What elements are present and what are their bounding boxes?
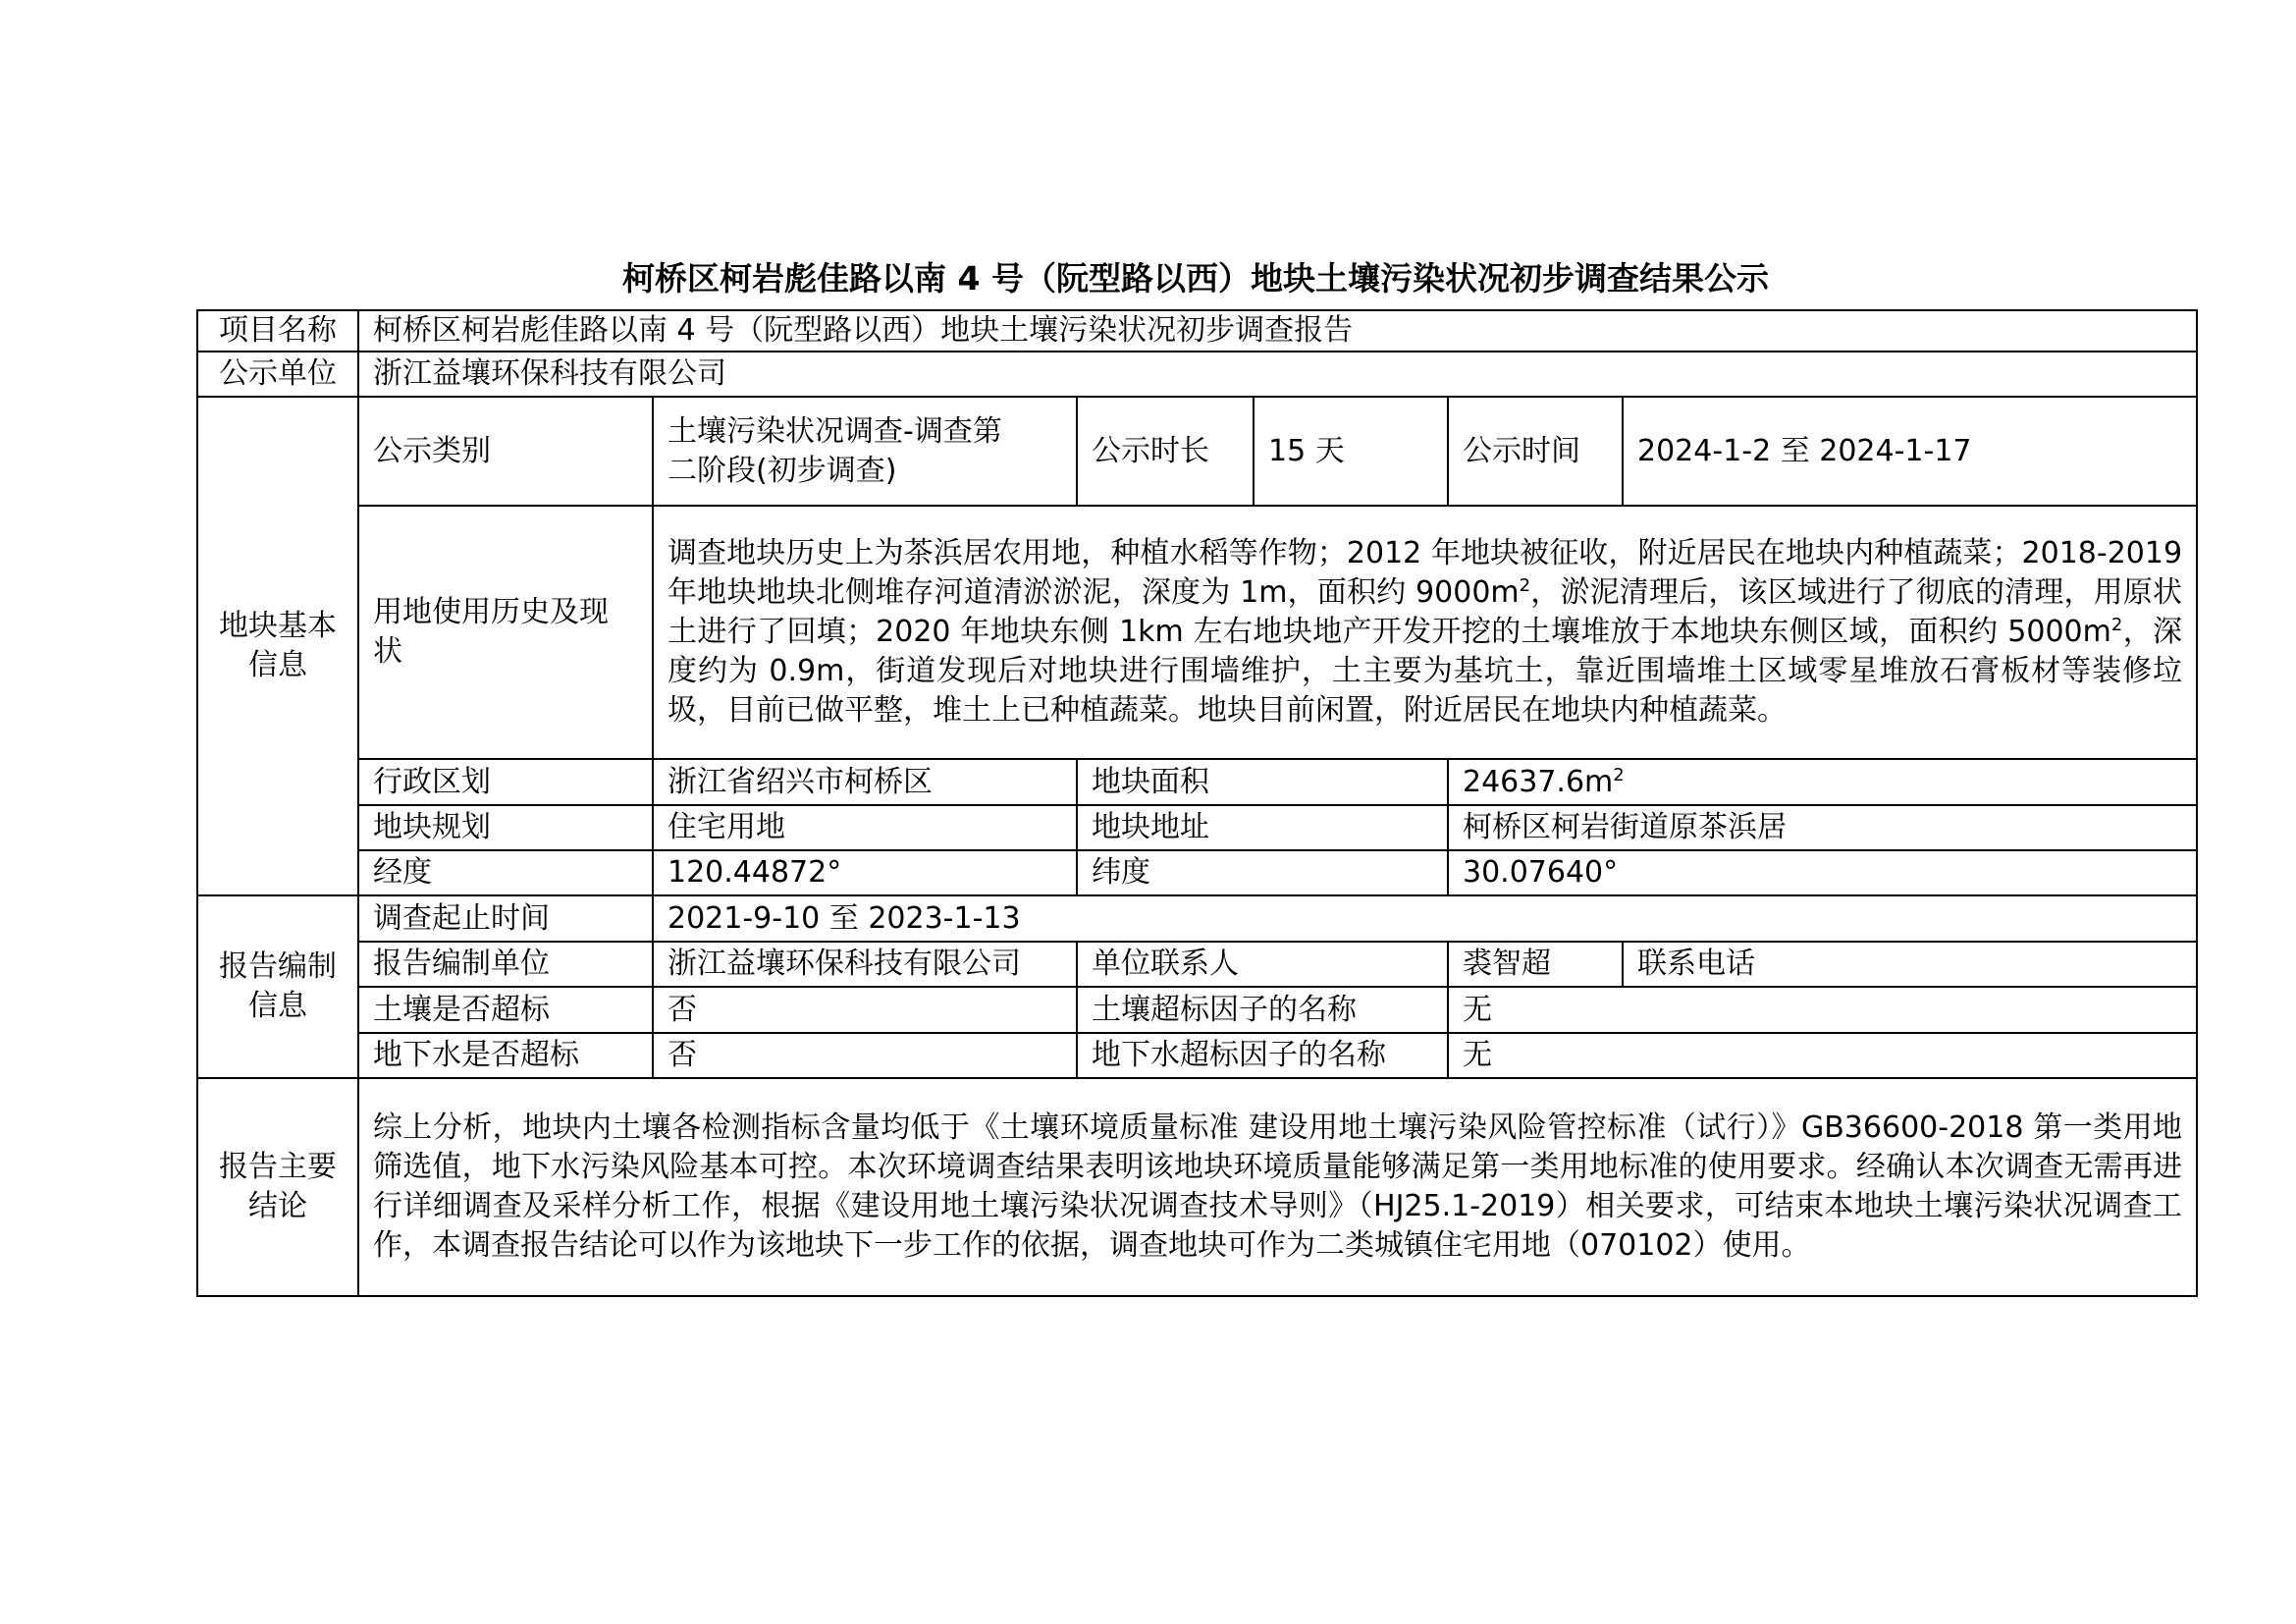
water-factor-label: 地下水超标因子的名称 bbox=[1077, 1033, 1448, 1078]
history-text-2: ，淤泥清理后，该区域进行了彻底的清理，用原状土进行了回填；2020 年地块东侧 1km 左右地块地产开发开挖的土壤堆放于本地块东侧区域，面积约 5000m bbox=[667, 575, 2183, 649]
duration-value: 15 天 bbox=[1254, 397, 1448, 506]
publisher-label: 公示单位 bbox=[197, 352, 358, 397]
longitude-value: 120.44872° bbox=[653, 850, 1077, 895]
soil-exceed-label: 土壤是否超标 bbox=[358, 987, 653, 1033]
report-info-label-line1: 报告编制 bbox=[219, 949, 337, 984]
address-value: 柯桥区柯岩街道原茶浜居 bbox=[1448, 805, 2197, 850]
survey-period-value: 2021-9-10 至 2023-1-13 bbox=[653, 895, 2197, 942]
phone-label: 联系电话 bbox=[1623, 942, 2197, 987]
conclusion-text: 综上分析，地块内土壤各检测指标含量均低于《土壤环境质量标准 建设用地土壤污染风险管控标准（试行）》GB36600-2018 第一类用地筛选值，地下水污染风险基本可控。本次环境调查结果表明该地块环境质量能够满足第一类用地标准的使用要求。经确认本次调查无需再进行详细调查及采样分析工作，根据《建设用地土壤污染状况调查技术导则》（HJ25.1-2019）相关要求，可结束本地块土壤污染状况调查工作，本调查报告结论可以作为该地块下一步工作的依据，调查地块可作为二类城镇住宅用地（070102）使用。 bbox=[358, 1078, 2197, 1296]
publicity-table bbox=[196, 309, 2198, 1297]
conclusion-label-line1: 报告主要 bbox=[219, 1150, 337, 1184]
conclusion-section-label bbox=[197, 1078, 358, 1296]
history-label-line2: 状 bbox=[373, 634, 402, 669]
contact-label: 单位联系人 bbox=[1077, 942, 1448, 987]
latitude-value: 30.07640° bbox=[1448, 850, 2197, 895]
period-label: 公示时间 bbox=[1448, 397, 1623, 506]
row-planning bbox=[197, 805, 2197, 850]
planning-value: 住宅用地 bbox=[653, 805, 1077, 850]
basic-info-label-line1: 地块基本 bbox=[219, 609, 337, 643]
row-publisher bbox=[197, 352, 2197, 397]
address-label: 地块地址 bbox=[1077, 805, 1448, 850]
water-exceed-value: 否 bbox=[653, 1033, 1077, 1078]
soil-factor-value: 无 bbox=[1448, 987, 2197, 1033]
history-label bbox=[358, 506, 653, 759]
row-water-exceed bbox=[197, 1033, 2197, 1078]
row-coordinates bbox=[197, 850, 2197, 895]
basic-info-label-line2: 信息 bbox=[248, 648, 307, 682]
soil-factor-label: 土壤超标因子的名称 bbox=[1077, 987, 1448, 1033]
water-factor-value: 无 bbox=[1448, 1033, 2197, 1078]
district-value: 浙江省绍兴市柯桥区 bbox=[653, 759, 1077, 805]
row-report-unit bbox=[197, 942, 2197, 987]
area-sup: 2 bbox=[1613, 764, 1625, 785]
report-unit-label: 报告编制单位 bbox=[358, 942, 653, 987]
soil-exceed-value: 否 bbox=[653, 987, 1077, 1033]
area-number: 24637.6m bbox=[1463, 764, 1614, 799]
history-sup-1: 2 bbox=[1519, 575, 1531, 596]
latitude-label: 纬度 bbox=[1077, 850, 1448, 895]
district-label: 行政区划 bbox=[358, 759, 653, 805]
history-text-3: ，深度约为 0.9m，街道发现后对地块进行围墙维护，土主要为基坑土，靠近围墙堆土区域零星堆放石膏板材等装修垃圾，目前已做平整，堆土上已种植蔬菜。地块目前闲置，附近居民在地块内种植蔬菜。 bbox=[667, 615, 2183, 728]
row-land-history bbox=[197, 506, 2197, 759]
history-value bbox=[653, 506, 2197, 759]
area-label: 地块面积 bbox=[1077, 759, 1448, 805]
report-unit-value: 浙江益壤环保科技有限公司 bbox=[653, 942, 1077, 987]
basic-info-section-label bbox=[197, 397, 358, 895]
history-label-line1: 用地使用历史及现 bbox=[373, 595, 609, 629]
project-value: 柯桥区柯岩彪佳路以南 4 号（阮型路以西）地块土壤污染状况初步调查报告 bbox=[358, 310, 2197, 352]
longitude-label: 经度 bbox=[358, 850, 653, 895]
area-value bbox=[1448, 759, 2197, 805]
row-district bbox=[197, 759, 2197, 805]
contact-value: 裘智超 bbox=[1448, 942, 1623, 987]
report-info-section-label bbox=[197, 895, 358, 1078]
project-label: 项目名称 bbox=[197, 310, 358, 352]
report-info-label-line2: 信息 bbox=[248, 989, 307, 1023]
planning-label: 地块规划 bbox=[358, 805, 653, 850]
survey-period-label: 调查起止时间 bbox=[358, 895, 653, 942]
row-project bbox=[197, 310, 2197, 352]
row-survey-period bbox=[197, 895, 2197, 942]
row-soil-exceed bbox=[197, 987, 2197, 1033]
row-publicity-type bbox=[197, 397, 2197, 506]
page-title: 柯桥区柯岩彪佳路以南 4 号（阮型路以西）地块土壤污染状况初步调查结果公示 bbox=[622, 259, 1769, 298]
conclusion-label-line2: 结论 bbox=[248, 1189, 307, 1223]
publicity-type-line1: 土壤污染状况调查-调查第 bbox=[667, 413, 1002, 449]
publisher-value: 浙江益壤环保科技有限公司 bbox=[358, 352, 2197, 397]
publicity-type-value bbox=[653, 397, 1077, 506]
history-text-1: 调查地块历史上为茶浜居农用地，种植水稻等作物；2012 年地块被征收，附近居民在地块内种植蔬菜；2018-2019 年地块地块北侧堆存河道清淤淤泥，深度为 1m，面积约 9000m bbox=[667, 536, 2183, 610]
duration-label: 公示时长 bbox=[1077, 397, 1254, 506]
row-conclusion bbox=[197, 1078, 2197, 1296]
period-value: 2024-1-2 至 2024-1-17 bbox=[1623, 397, 2197, 506]
history-sup-2: 2 bbox=[2110, 615, 2123, 635]
publicity-type-label: 公示类别 bbox=[358, 397, 653, 506]
water-exceed-label: 地下水是否超标 bbox=[358, 1033, 653, 1078]
publicity-type-line2: 二阶段(初步调查) bbox=[667, 453, 897, 488]
